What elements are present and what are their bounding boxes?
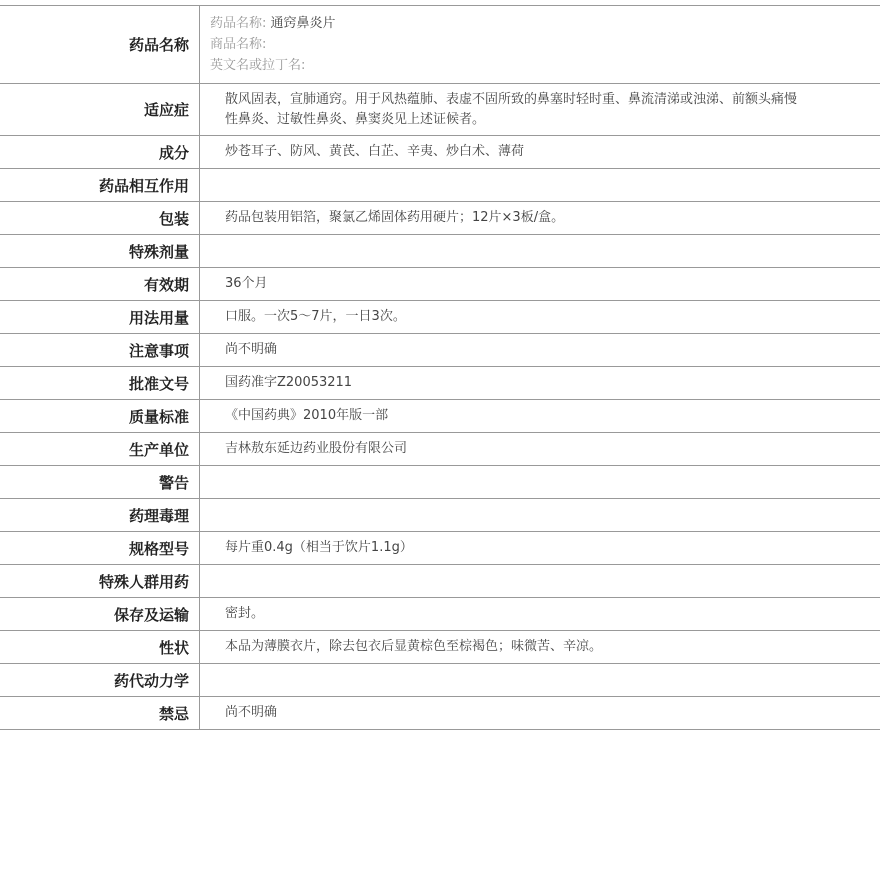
row-label: 注意事项 [0, 334, 200, 366]
row-label: 保存及运输 [0, 598, 200, 630]
row-label: 警告 [0, 466, 200, 498]
row-value [200, 466, 880, 498]
row-label: 包装 [0, 202, 200, 234]
row-value [200, 565, 880, 597]
row-drug-interactions [0, 169, 880, 202]
row-pharmacology [0, 499, 880, 532]
row-warning [0, 466, 880, 499]
row-ingredients [0, 136, 880, 169]
row-value [200, 499, 880, 531]
row-value: 尚不明确 [225, 342, 278, 357]
row-specification [0, 532, 880, 565]
row-value: 《中国药典》2010年版一部 [225, 408, 389, 423]
row-storage [0, 598, 880, 631]
row-label: 药理毒理 [0, 499, 200, 531]
trade-name-label: 商品名称: [210, 37, 267, 52]
row-label: 用法用量 [0, 301, 200, 333]
row-label: 有效期 [0, 268, 200, 300]
row-description [0, 631, 880, 664]
row-value: 36个月 [225, 276, 268, 291]
row-quality-standard [0, 400, 880, 433]
row-value [200, 169, 880, 201]
row-precautions [0, 334, 880, 367]
row-value: 密封。 [225, 606, 265, 621]
row-value: 尚不明确 [225, 705, 278, 720]
row-label: 禁忌 [0, 697, 200, 729]
english-name-label: 英文名或拉丁名: [210, 58, 306, 73]
row-label: 质量标准 [0, 400, 200, 432]
row-shelf-life [0, 268, 880, 301]
row-special-dosage [0, 235, 880, 268]
row-pharmacokinetics [0, 664, 880, 697]
row-value: 每片重0.4g（相当于饮片1.1g） [225, 540, 413, 555]
row-value: 口服。一次5～7片，一日3次。 [225, 309, 406, 324]
row-label: 药品相互作用 [0, 169, 200, 201]
row-value [200, 664, 880, 696]
row-label-drug-name: 药品名称 [0, 6, 200, 83]
row-label: 特殊人群用药 [0, 565, 200, 597]
row-indications [0, 84, 880, 136]
row-value: 散风固表，宣肺通窍。用于风热蕴肺、表虚不固所致的鼻塞时轻时重、鼻流清涕或浊涕、前额头痛慢性鼻炎、过敏性鼻炎、鼻窦炎见上述证候者。 [225, 92, 798, 127]
row-value [200, 235, 880, 267]
row-approval-number [0, 367, 880, 400]
drug-name-block [200, 6, 336, 83]
row-value: 炒苍耳子、防风、黄芪、白芷、辛夷、炒白术、薄荷 [225, 144, 525, 159]
generic-name-line [210, 13, 336, 34]
row-contraindications [0, 697, 880, 730]
row-label: 规格型号 [0, 532, 200, 564]
generic-name-value: 通窍鼻炎片 [270, 16, 336, 31]
row-value: 药品包装用铝箔，聚氯乙烯固体药用硬片；12片×3板/盒。 [225, 210, 565, 225]
row-label: 特殊剂量 [0, 235, 200, 267]
row-label: 生产单位 [0, 433, 200, 465]
row-label: 适应症 [0, 84, 200, 135]
row-dosage [0, 301, 880, 334]
row-value: 本品为薄膜衣片，除去包衣后显黄棕色至棕褐色；味微苦、辛凉。 [225, 639, 603, 654]
row-label: 药代动力学 [0, 664, 200, 696]
row-label: 批准文号 [0, 367, 200, 399]
row-special-populations [0, 565, 880, 598]
generic-name-label: 药品名称: [210, 16, 267, 31]
row-manufacturer [0, 433, 880, 466]
row-label: 性状 [0, 631, 200, 663]
row-label: 成分 [0, 136, 200, 168]
row-value: 国药准字Z20053211 [225, 375, 353, 390]
row-drug-name [0, 6, 880, 84]
row-packaging [0, 202, 880, 235]
drug-info-table [0, 5, 880, 730]
row-value: 吉林敖东延边药业股份有限公司 [225, 441, 408, 456]
